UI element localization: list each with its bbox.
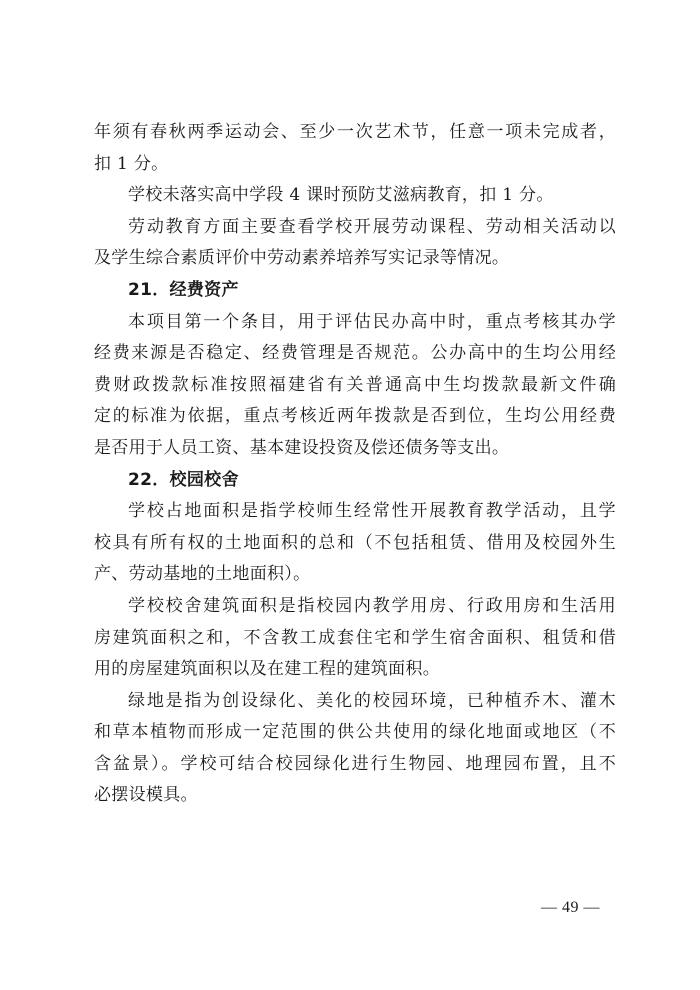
paragraph-sports-art-events — [94, 117, 616, 180]
text-line: 经费来源是否稳定、经费管理是否规范。公办高中的生均公用经 — [94, 343, 616, 364]
paragraph-funding — [94, 307, 616, 465]
text-line: 本项目第一个条目，用于评估民办高中时，重点考核其办学 — [128, 311, 616, 332]
paragraph-labor-education — [94, 212, 616, 275]
paragraph-green-space — [94, 686, 616, 812]
document-body — [94, 117, 616, 812]
paragraph-land-area — [94, 496, 616, 591]
text-line: 年须有春秋两季运动会、至少一次艺术节，任意一项未完成者， — [94, 122, 616, 142]
text-line: 和草本植物而形成一定范围的供公共使用的绿化地面或地区（不 — [94, 722, 616, 743]
text-line: 是否用于人员工资、基本建设投资及偿还债务等支出。 — [94, 437, 510, 458]
text-line: 费财政拨款标准按照福建省有关普通高中生均拨款最新文件确 — [94, 374, 616, 395]
text-line: 定的标准为依据，重点考核近两年拨款是否到位，生均公用经费 — [94, 406, 616, 427]
text-line: 学校未落实高中学段 4 课时预防艾滋病教育，扣 1 分。 — [128, 185, 554, 206]
page-number: — 49 — — [541, 899, 600, 916]
text-line: 含盆景）。学校可结合校园绿化进行生物园、地理园布置，且不 — [94, 753, 616, 774]
paragraph-aids-education — [94, 180, 616, 212]
text-line: 扣 1 分。 — [94, 153, 169, 174]
text-line: 学校校舍建筑面积是指校园内教学用房、行政用房和生活用 — [128, 595, 616, 616]
text-line: 必摆设模具。 — [94, 785, 198, 806]
text-line: 校具有所有权的土地面积的总和（不包括租赁、借用及校园外生 — [94, 532, 616, 553]
section-heading-campus-buildings: 22．校园校舍 — [128, 469, 239, 490]
paragraph-building-area — [94, 591, 616, 686]
text-line: 及学生综合素质评价中劳动素养培养写实记录等情况。 — [94, 248, 510, 269]
text-line: 产、劳动基地的土地面积）。 — [94, 564, 311, 585]
text-line: 学校占地面积是指学校师生经常性开展教育教学活动，且学 — [128, 501, 616, 522]
section-heading-funding-assets: 21．经费资产 — [128, 279, 239, 300]
text-line: 用的房屋建筑面积以及在建工程的建筑面积。 — [94, 659, 440, 680]
text-line: 劳动教育方面主要查看学校开展劳动课程、劳动相关活动以 — [128, 216, 616, 237]
text-line: 绿地是指为创设绿化、美化的校园环境，已种植乔木、灌木 — [128, 690, 616, 711]
text-line: 房建筑面积之和，不含教工成套住宅和学生宿舍面积、租赁和借 — [94, 627, 616, 648]
